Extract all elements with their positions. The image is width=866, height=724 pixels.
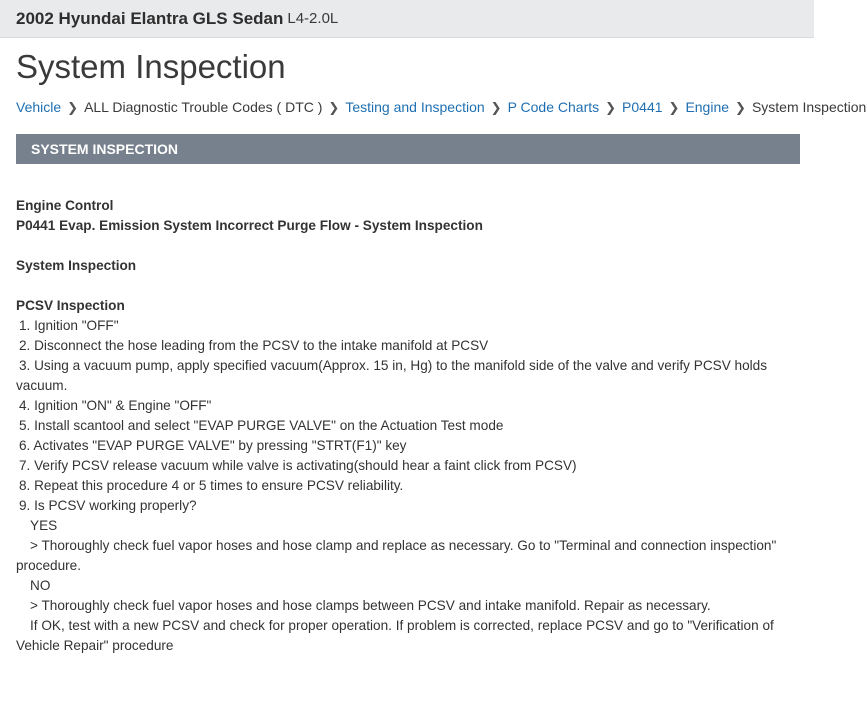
vehicle-header <box>0 0 814 38</box>
breadcrumb-p-code-charts[interactable]: P Code Charts <box>507 99 600 115</box>
page-title: System Inspection <box>16 48 286 85</box>
list-item: 9. Is PCSV working properly? <box>19 498 197 513</box>
chevron-right-icon: ❯ <box>735 100 746 115</box>
breadcrumb <box>16 98 866 117</box>
breadcrumb-all-dtc: ALL Diagnostic Trouble Codes ( DTC ) <box>84 99 323 115</box>
yes-label: YES <box>30 518 58 533</box>
list-item: 2. Disconnect the hose leading from the PCSV to the intake manifold at PCSV <box>19 338 489 353</box>
heading-system-inspection: System Inspection <box>16 258 137 273</box>
breadcrumb-engine[interactable]: Engine <box>685 99 730 115</box>
heading-engine-control: Engine Control <box>16 198 114 213</box>
breadcrumb-p0441[interactable]: P0441 <box>622 99 663 115</box>
list-item: 5. Install scantool and select "EVAP PURGE VALVE" on the Actuation Test mode <box>19 418 504 433</box>
if-ok-text: If OK, test with a new PCSV and check for proper operation. If problem is corrected, replace PCSV and go to "Verification of Vehicle Repair" procedure <box>16 618 774 653</box>
heading-dtc-title: P0441 Evap. Emission System Incorrect Purge Flow - System Inspection <box>16 218 483 233</box>
breadcrumb-testing-inspection[interactable]: Testing and Inspection <box>345 99 485 115</box>
article-content <box>16 196 800 656</box>
list-item: 6. Activates "EVAP PURGE VALVE" by pressing "STRT(F1)" key <box>19 438 407 453</box>
chevron-right-icon: ❯ <box>668 100 680 115</box>
list-item: 3. Using a vacuum pump, apply specified vacuum(Approx. 15 in, Hg) to the manifold side of the valve and verify PCSV holds vacuum. <box>16 358 768 393</box>
breadcrumb-vehicle[interactable]: Vehicle <box>16 99 62 115</box>
vehicle-name: 2002 Hyundai Elantra GLS Sedan <box>16 8 284 28</box>
chevron-right-icon: ❯ <box>67 100 79 115</box>
chevron-right-icon: ❯ <box>605 100 617 115</box>
no-label: NO <box>30 578 51 593</box>
heading-pcsv-inspection: PCSV Inspection <box>16 298 125 313</box>
list-item: 1. Ignition "OFF" <box>19 318 119 333</box>
list-item: 4. Ignition "ON" & Engine "OFF" <box>19 398 212 413</box>
breadcrumb-current: System Inspection <box>751 99 866 115</box>
no-text: > Thoroughly check fuel vapor hoses and hose clamps between PCSV and intake manifold. Repair as necessary. <box>30 598 711 613</box>
section-header: SYSTEM INSPECTION <box>16 134 800 164</box>
engine-spec: L4-2.0L <box>287 10 339 27</box>
chevron-right-icon: ❯ <box>328 100 340 115</box>
chevron-right-icon: ❯ <box>490 100 502 115</box>
list-item: 7. Verify PCSV release vacuum while valve is activating(should hear a faint click from PCSV) <box>19 458 577 473</box>
list-item: 8. Repeat this procedure 4 or 5 times to ensure PCSV reliability. <box>19 478 404 493</box>
yes-text: > Thoroughly check fuel vapor hoses and hose clamp and replace as necessary. Go to "Terminal and connection inspection" procedure. <box>16 538 777 573</box>
